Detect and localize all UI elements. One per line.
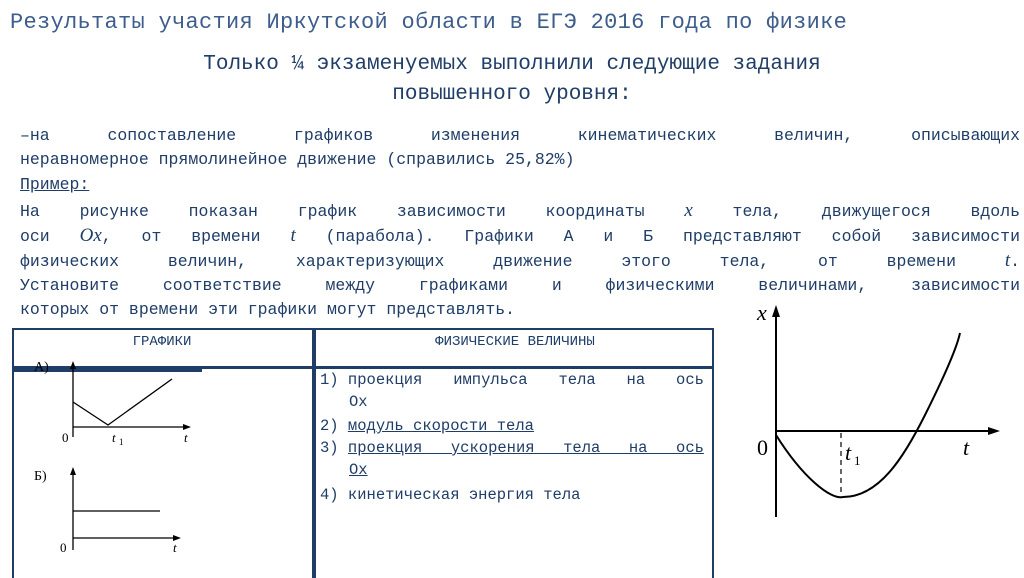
subtitle-line-2: повышенного уровня:	[392, 83, 632, 106]
graph-a-label: А)	[34, 360, 49, 375]
main-graph-t1: t	[845, 440, 852, 465]
main-graph	[745, 295, 1005, 525]
option-2	[320, 415, 534, 437]
table-header-quantities: ФИЗИЧЕСКИЕ ВЕЛИЧИНЫ	[435, 334, 595, 350]
graph-b	[20, 460, 200, 565]
problem-line-3	[20, 249, 1020, 274]
var-t: t	[1004, 250, 1011, 271]
var-t: t	[290, 225, 296, 246]
task-description	[20, 124, 1020, 172]
graph-a-curve	[73, 379, 172, 425]
graph-a	[20, 352, 200, 452]
var-ox: Ox	[79, 225, 102, 246]
problem-line-1	[20, 199, 1020, 224]
main-graph-t-axis-label: t	[963, 435, 970, 460]
problem-line-4: Установите соответствие между графиками и физическими величинами, зависимости	[20, 276, 1020, 295]
main-graph-t1-sub: 1	[854, 453, 861, 468]
problem-text-part: тела, движущегося вдоль	[692, 202, 1020, 221]
option-number: 3)	[320, 439, 339, 457]
main-graph-origin: 0	[757, 435, 768, 460]
main-graph-y-label: x	[757, 300, 767, 325]
option-text: проекция импульса тела на ось	[347, 371, 704, 389]
graph-b-y-arrow	[70, 467, 76, 475]
example-label: Пример:	[20, 175, 90, 194]
option-text: проекция ускорения тела на ось	[347, 439, 704, 457]
option-4	[320, 484, 580, 506]
graph-b-label: Б)	[34, 469, 47, 484]
option-1	[320, 369, 704, 391]
option-3	[320, 437, 704, 459]
page-title: Результаты участия Иркутской области в ЕГЭ 2016 года по физике	[10, 10, 848, 35]
problem-line-5: которых от времени эти графики могут представлять.	[20, 300, 516, 319]
main-graph-y-arrow	[772, 305, 780, 317]
problem-text-part: , от времени	[101, 227, 291, 246]
problem-text-part: На рисунке показан график зависимости координаты	[20, 202, 685, 221]
problem-line-2	[20, 224, 1020, 249]
problem-text-part: физических величин, характеризующих движение этого тела, от времени	[20, 252, 1005, 271]
var-x: x	[684, 200, 693, 221]
task-line-2: неравномерное прямолинейное движение (справились 25,82%)	[20, 150, 575, 169]
option-number: 1)	[320, 371, 339, 389]
graph-a-t-axis-label: t	[184, 430, 188, 445]
task-line-1: –на сопоставление графиков изменения кинематических величин, описывающих	[20, 126, 1020, 145]
option-text: модуль скорости тела	[347, 417, 534, 435]
option-number: 4)	[320, 486, 339, 504]
subtitle-line-1: Только ¼ экзаменуемых выполнили следующие задания	[203, 53, 821, 76]
graph-a-t1-sub: 1	[119, 437, 124, 447]
graph-b-origin: 0	[60, 540, 67, 555]
graph-a-y-arrow	[70, 361, 76, 369]
problem-text-part: (парабола). Графики А и Б представляют собой зависимости	[295, 227, 1020, 246]
main-graph-x-arrow	[988, 427, 1000, 435]
option-number: 2)	[320, 417, 339, 435]
option-3-cont	[349, 459, 368, 481]
option-text: кинетическая энергия тела	[347, 486, 581, 504]
problem-text-part: оси	[20, 227, 80, 246]
subtitle	[0, 50, 1024, 110]
graph-a-origin: 0	[62, 430, 69, 445]
graph-b-t-axis-label: t	[173, 540, 177, 555]
main-graph-parabola	[776, 333, 960, 497]
problem-text-part: .	[1010, 252, 1020, 271]
table-header-graphs: ГРАФИКИ	[132, 334, 192, 350]
option-text: Ox	[349, 461, 368, 479]
graph-a-t1: t	[112, 430, 116, 445]
option-1-cont: Ox	[349, 393, 368, 411]
